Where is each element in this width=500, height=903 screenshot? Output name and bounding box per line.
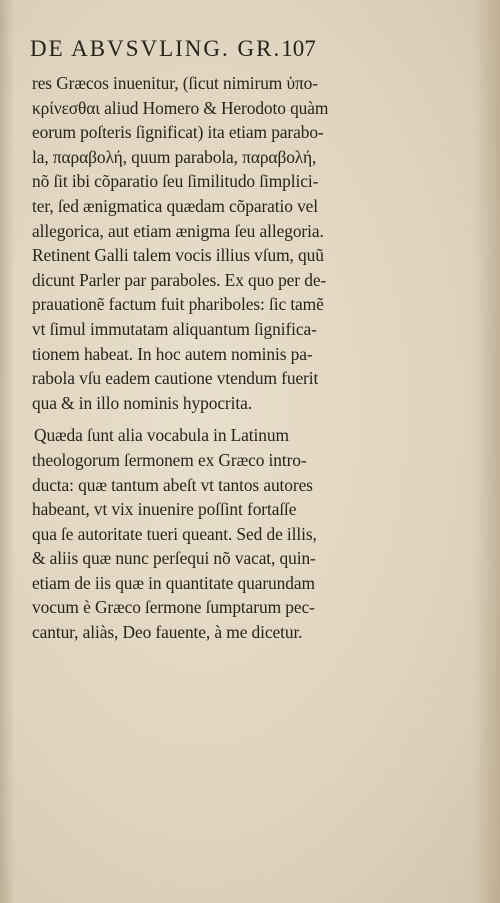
running-head bbox=[30, 36, 390, 62]
text-line: eorum poſteris ſignificat) ita etiam parabo- bbox=[32, 122, 324, 143]
text-line: dicunt Parler par paraboles. Ex quo per de- bbox=[32, 269, 327, 290]
text-line: tionem habeat. In hoc autem nominis pa- bbox=[32, 343, 313, 364]
text-line: κρίνεσθαι aliud Homero & Herodoto quàm bbox=[32, 97, 329, 118]
text-line: & aliis quæ nunc perſequi nõ vacat, quin- bbox=[32, 548, 316, 569]
body-text bbox=[32, 71, 384, 645]
text-line: la, παραβολή, quum parabola, παραβολή, bbox=[32, 146, 317, 167]
text-line: vocum è Græco ſermone ſumptarum pec- bbox=[32, 597, 315, 618]
text-line: Retinent Galli talem vocis illius vſum, quũ bbox=[32, 245, 324, 266]
text-line: theologorum ſermonem ex Græco intro- bbox=[32, 449, 307, 470]
text-line: etiam de iis quæ in quantitate quarundam bbox=[32, 572, 315, 593]
page-edge bbox=[474, 0, 500, 903]
text-line: res Græcos inuenitur, (ſicut nimirum ὑπο- bbox=[32, 73, 318, 93]
paragraph-start-line: Quæda ſunt alia vocabula in Latinum bbox=[34, 425, 289, 446]
running-head-title: DE ABVSVLING. GR. bbox=[30, 36, 282, 61]
gutter-shadow bbox=[0, 0, 14, 903]
text-line: prauationẽ factum fuit phariboles: ſic tamẽ bbox=[32, 294, 324, 315]
text-line: nõ ſit ibi cõparatio ſeu ſimilitudo ſimplici- bbox=[32, 171, 319, 192]
text-line: cantur, aliàs, Deo fauente, à me dicetur. bbox=[32, 622, 303, 643]
text-line: qua & in illo nominis hypocrita. bbox=[32, 392, 252, 413]
text-line: ter, ſed ænigmatica quædam cõparatio vel bbox=[32, 195, 319, 216]
text-line: vt ſimul immutatam aliquantum ſignifica- bbox=[32, 318, 317, 339]
page-number: 107 bbox=[281, 36, 316, 61]
text-line: allegorica, aut etiam ænigma ſeu allegoria. bbox=[32, 220, 324, 241]
text-line: ducta: quæ tantum abeſt vt tantos autores bbox=[32, 474, 313, 495]
text-line: qua ſe autoritate tueri queant. Sed de illis, bbox=[32, 523, 317, 544]
text-line: habeant, vt vix inuenire poſſint fortaſſe bbox=[32, 499, 297, 520]
text-line: rabola vſu eadem cautione vtendum fuerit bbox=[32, 368, 319, 389]
